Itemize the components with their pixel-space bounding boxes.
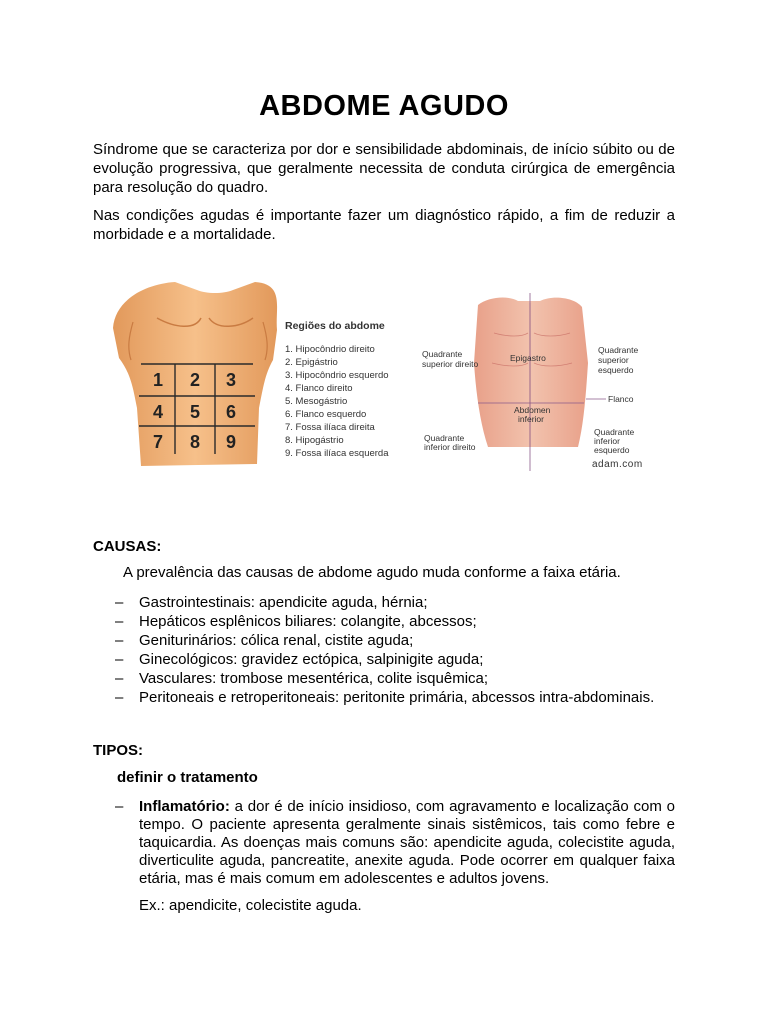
list-item [115,631,654,650]
list-item [115,593,654,612]
causas-list [115,593,654,707]
label-qsd: Quadrante [422,349,463,359]
causas-intro: A prevalência das causas de abdome agudo muda conforme a faixa etária. [123,564,621,581]
list-item [115,612,654,631]
region-number-6: 6 [225,402,237,422]
region-item: 4. Flanco direito [285,383,353,394]
list-dash: – [115,689,124,706]
list-item [115,669,654,688]
diagnosis-paragraph: Nas condições agudas é importante fazer um diagnóstico rápido, a fim de reduzir a morbidade e a mortalidade. [93,207,675,243]
list-dash: – [115,798,124,815]
region-number-8: 8 [189,432,201,452]
list-item-text: Gastrointestinais: apendicite aguda, hérnia; [139,594,428,611]
label-flanco: Flanco [608,394,634,404]
region-item: 8. Hipogástrio [285,435,344,446]
causas-heading: CAUSAS: [93,538,162,555]
region-item: 2. Epigástrio [285,357,338,368]
abdominal-regions-figure [105,278,397,473]
label-qie: inferior [594,436,620,446]
region-item: 1. Hipocôndrio direito [285,344,375,355]
definition-paragraph: Síndrome que se caracteriza por dor e sensibilidade abdominais, de início súbito ou de evolução progressiva, que geralmente necessita de conduta cirúrgica de emergência para resolução do quadro. [93,141,675,196]
list-item-text: Ginecológicos: gravidez ectópica, salpinigite aguda; [139,651,484,668]
label-abdomen-inferior: inferior [518,414,544,424]
label-epigastro: Epigastro [510,353,546,363]
region-number-9: 9 [225,432,237,452]
list-dash: – [115,651,124,668]
inflamatorio-description: a dor é de início insidioso, com agravamento e localização com o tempo. O paciente apresenta geralmente sinais sistêmicos, tais como febre e taquicardia. As doenças mais comuns são: apendicite aguda, colecistite aguda, diverticulite aguda, pancreatite, anexite aguda. Pode ocorrer em qualquer faixa etária, mas é mais comum em adolescentes e adultos jovens. [139,798,675,887]
list-dash: – [115,594,124,611]
abdominal-quadrants-figure [418,293,658,473]
credit-label: adam.com [592,459,643,470]
label-qid: Quadrante [424,433,465,443]
region-item: 7. Fossa ilíaca direita [285,422,375,433]
region-number-2: 2 [189,370,201,390]
list-dash: – [115,632,124,649]
label-qse: superior [598,355,629,365]
inflamatorio-item [115,798,675,888]
region-number-7: 7 [152,432,164,452]
region-number-5: 5 [189,402,201,422]
label-qse: esquerdo [598,365,634,375]
label-qid: inferior direito [424,442,476,452]
list-item-text: Geniturinários: cólica renal, cistite aguda; [139,632,414,649]
inflamatorio-text-block [139,798,675,888]
list-item-text: Hepáticos esplênicos biliares: colangite, abcessos; [139,613,477,630]
region-item: 6. Flanco esquerdo [285,409,367,420]
anatomy-illustration [474,298,588,447]
list-dash: – [115,670,124,687]
list-item-text: Peritoneais e retroperitoneais: peritonite primária, abcessos intra-abdominais. [139,689,655,706]
label-qie: Quadrante [594,427,635,437]
tipos-heading: TIPOS: [93,742,144,759]
list-item [115,688,654,707]
label-abdomen-inferior: Abdomen [514,405,551,415]
region-item: 5. Mesogástrio [285,396,348,407]
region-item: 3. Hipocôndrio esquerdo [285,370,389,381]
list-dash: – [115,613,124,630]
label-qie: esquerdo [594,445,630,455]
label-qsd: superior direito [422,359,479,369]
list-item [115,650,654,669]
page-title: ABDOME AGUDO [259,90,509,122]
region-number-4: 4 [152,402,164,422]
label-qse: Quadrante [598,345,639,355]
regions-heading: Regiões do abdome [285,320,385,332]
region-number-3: 3 [225,370,237,390]
list-item-text: Vasculares: trombose mesentérica, colite isquêmica; [139,670,489,687]
tipos-subheading: definir o tratamento [117,769,258,786]
inflamatorio-example: Ex.: apendicite, colecistite aguda. [139,897,362,914]
region-item: 9. Fossa ilíaca esquerda [285,448,389,459]
region-number-1: 1 [152,370,164,390]
inflamatorio-label: Inflamatório: [139,798,230,815]
